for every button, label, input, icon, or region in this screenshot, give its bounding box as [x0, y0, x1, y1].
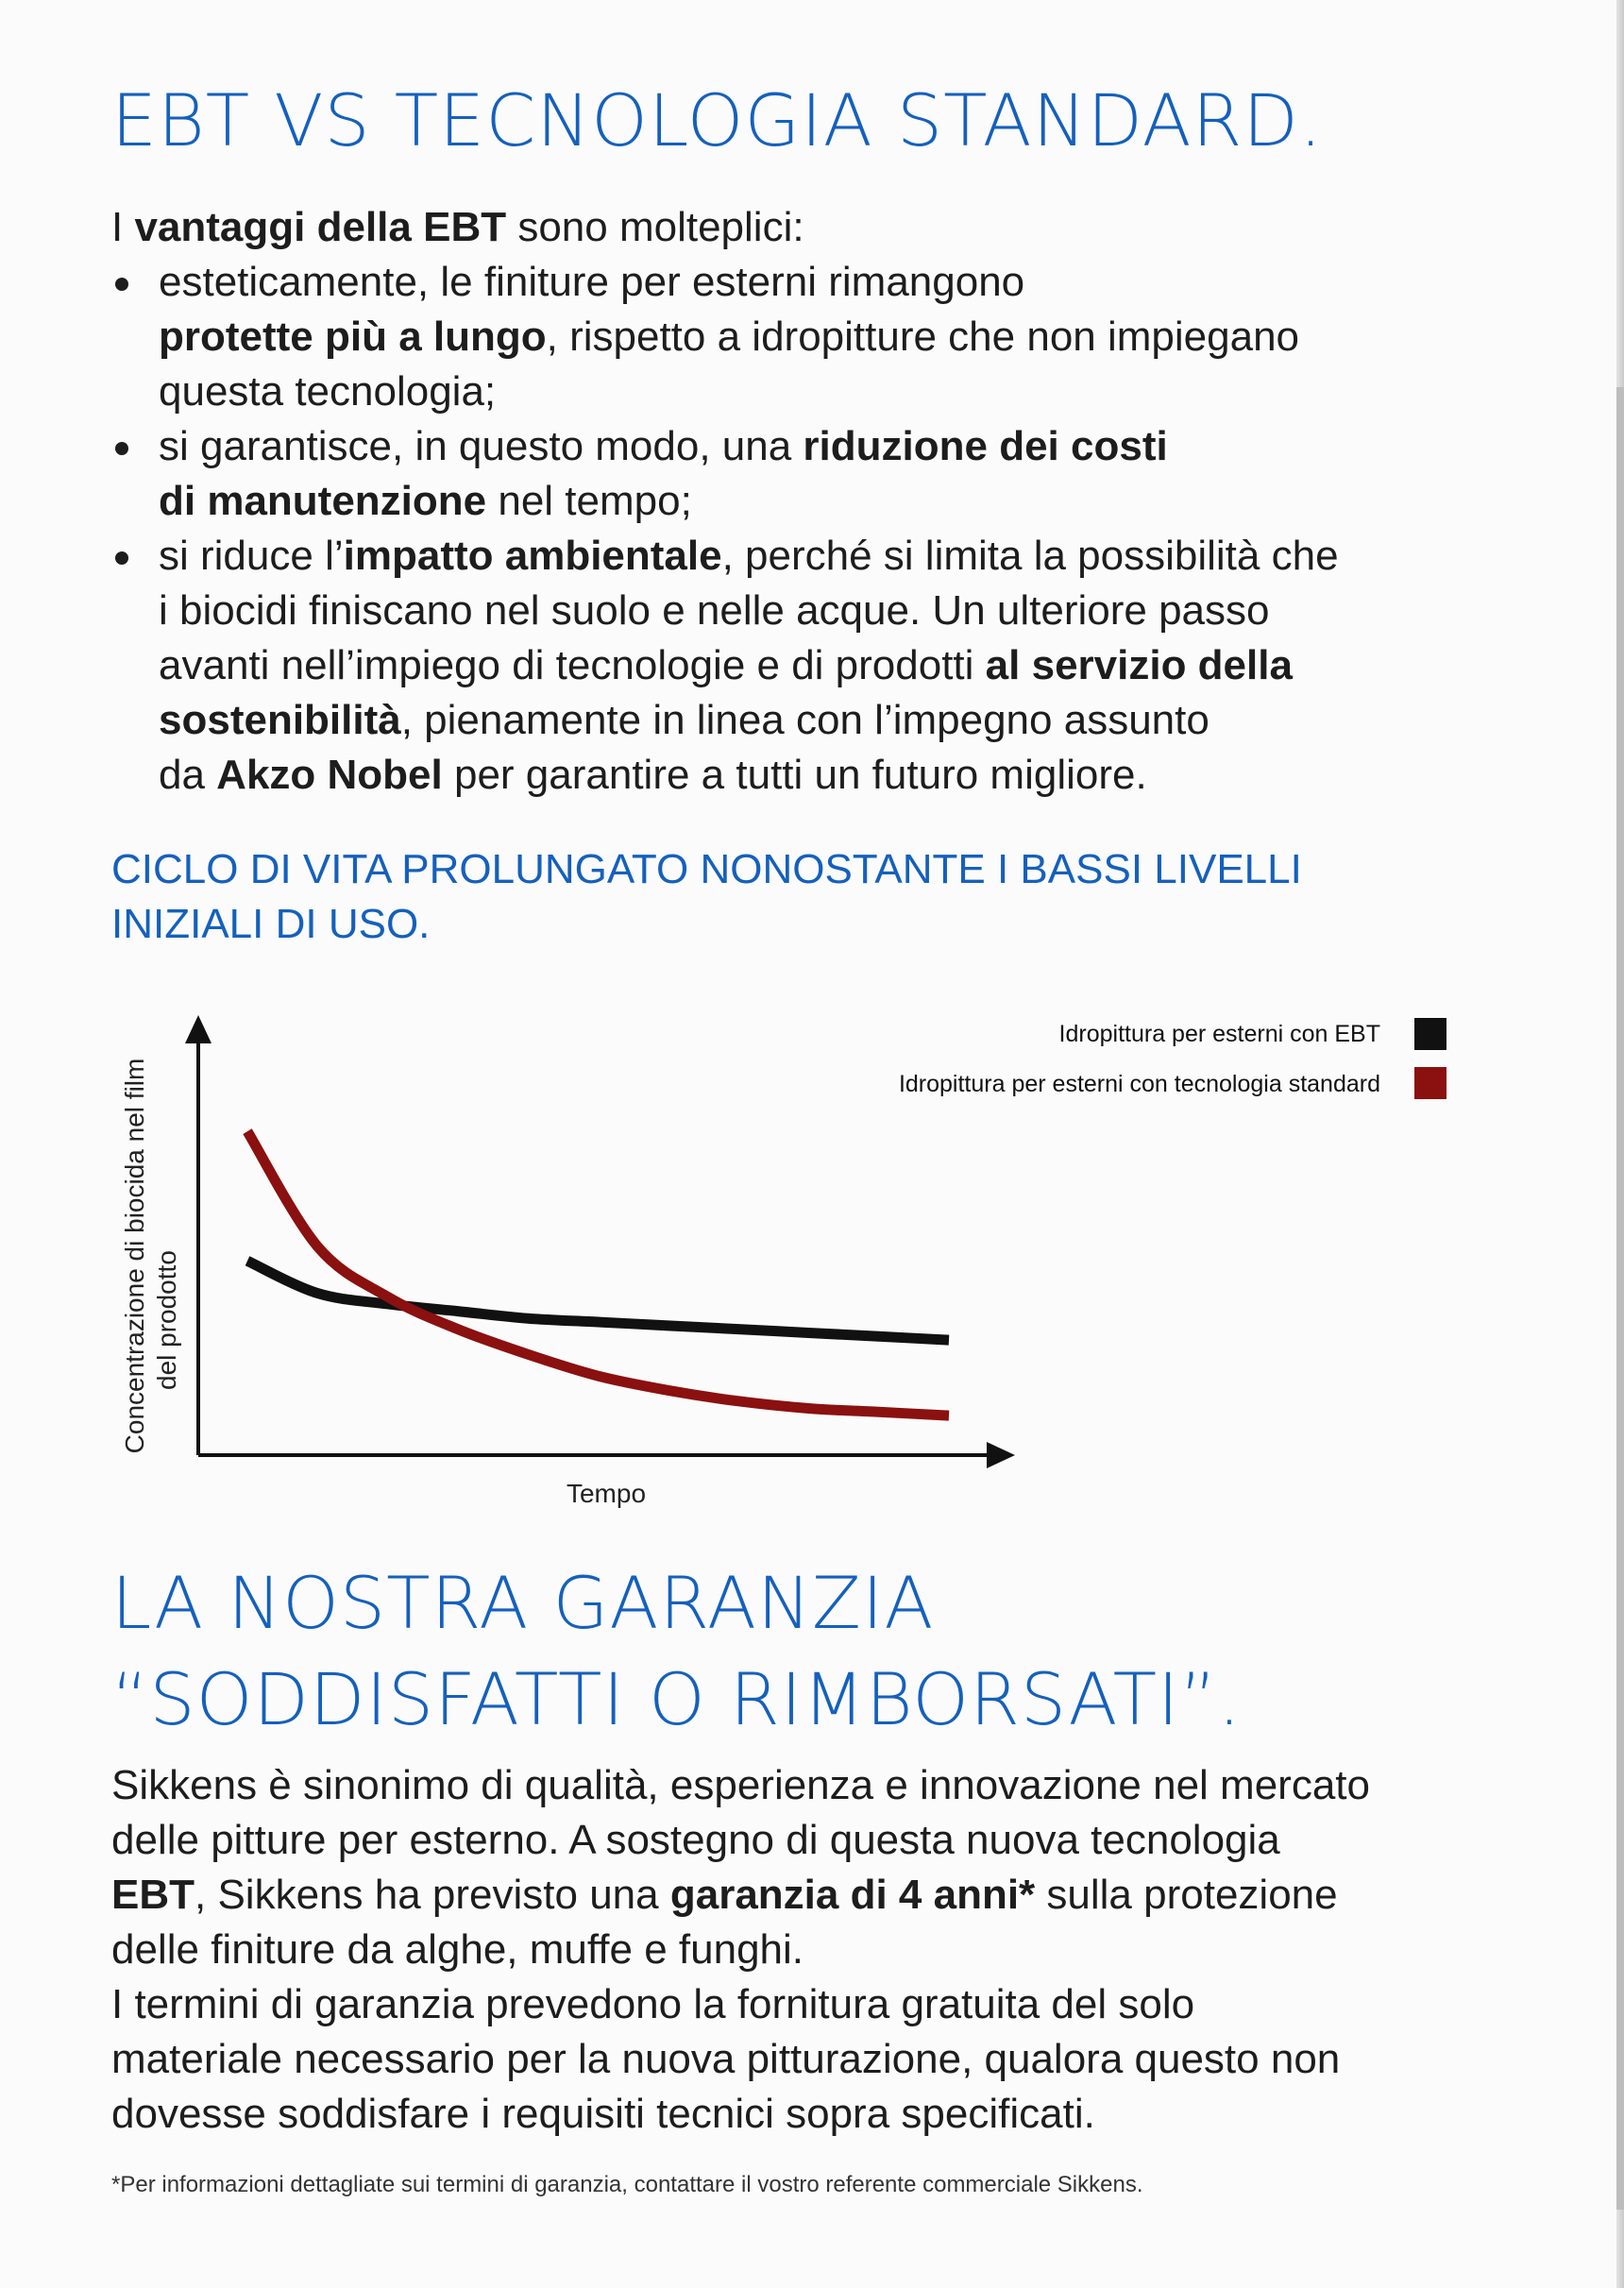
bold-text: impatto ambientale — [343, 533, 722, 579]
bold-text: Akzo Nobel — [216, 752, 443, 798]
text: , Sikkens ha previsto una — [195, 1872, 670, 1918]
bold-text: garanzia di 4 anni* — [669, 1872, 1036, 1918]
text: , pienamente in linea con l’impegno assunto — [400, 697, 1210, 743]
text: , perché si limita la possibilità che — [721, 533, 1339, 579]
guarantee-text — [111, 1758, 1528, 2142]
x-axis-arrow-icon — [987, 1442, 1015, 1468]
text: avanti nell’impiego di tecnologie e di prodotti — [159, 642, 986, 688]
y-axis-arrow-icon — [185, 1015, 211, 1043]
chart-heading-line-2: INIZIALI DI USO. — [111, 901, 431, 947]
bold-text: di manutenzione — [159, 478, 487, 524]
paragraph-line: materiale necessario per la nuova pitturazione, qualora questo non — [111, 2036, 1341, 2082]
chart-heading-line-1: CICLO DI VITA PROLUNGATO NONOSTANTE I BASSI LIVELLI — [111, 846, 1302, 892]
text: si garantisce, in questo modo, una — [159, 423, 804, 469]
text: , rispetto a idropitture che non impiegano — [546, 314, 1300, 360]
paragraph-line: dovesse soddisfare i requisiti tecnici sopra specificati. — [111, 2091, 1095, 2137]
bold-text: protette più a lungo — [159, 314, 547, 360]
bold-text: riduzione dei costi — [803, 423, 1168, 469]
legend-label-ebt: Idropittura per esterni con EBT — [1058, 1021, 1380, 1047]
intro-text-end: sono molteplici: — [506, 204, 804, 250]
paragraph-line: I termini di garanzia prevedono la fornitura gratuita del solo — [111, 1981, 1195, 2027]
bold-text: EBT — [111, 1872, 195, 1918]
text: da — [159, 752, 217, 798]
text: per garantire a tutti un futuro migliore. — [442, 752, 1147, 798]
y-axis-label-line-1: Concentrazione di biocida nel film — [120, 1058, 149, 1454]
bullet-line: i biocidi finiscano nel suolo e nelle acque. Un ulteriore passo — [159, 587, 1270, 634]
section-title-ebt: EBT VS TECNOLOGIA STANDARD. — [111, 78, 1324, 162]
x-axis-label: Tempo — [566, 1479, 647, 1508]
legend-label-standard: Idropittura per esterni con tecnologia standard — [898, 1071, 1380, 1097]
text: nel tempo; — [486, 478, 692, 524]
intro-bold: vantaggi della EBT — [134, 204, 507, 250]
intro-text: I — [111, 204, 135, 250]
bold-text: al servizio della — [985, 642, 1293, 688]
bullet-line: questa tecnologia; — [159, 368, 497, 415]
guarantee-title-line-2: “SODDISFATTI O RIMBORSATI”. — [111, 1657, 1242, 1741]
guarantee-title-line-1: LA NOSTRA GARANZIA — [111, 1561, 935, 1645]
bold-text: sostenibilità — [159, 697, 401, 743]
y-axis-label-line-2: del prodotto — [152, 1250, 181, 1390]
paragraph-line: Sikkens è sinonimo di qualità, esperienza e innovazione nel mercato — [111, 1762, 1370, 1808]
bullet-line: esteticamente, le finiture per esterni rimangono — [159, 259, 1025, 305]
paragraph-line: delle finiture da alghe, muffe e funghi. — [111, 1926, 804, 1973]
text: sulla protezione — [1035, 1872, 1338, 1918]
text: si riduce l’ — [159, 533, 344, 579]
chart-plot-area — [185, 1015, 1015, 1468]
legend-swatch-standard — [1414, 1067, 1446, 1099]
paragraph-line — [111, 1868, 1528, 1923]
paragraph-line: delle pitture per esterno. A sostegno di questa nuova tecnologia — [111, 1817, 1280, 1863]
series-line-standard — [247, 1131, 949, 1415]
footnote: *Per informazioni dettagliate sui termini di garanzia, contattare il vostro referente commerciale Sikkens. — [111, 2172, 1143, 2197]
legend-swatch-ebt — [1414, 1018, 1446, 1050]
